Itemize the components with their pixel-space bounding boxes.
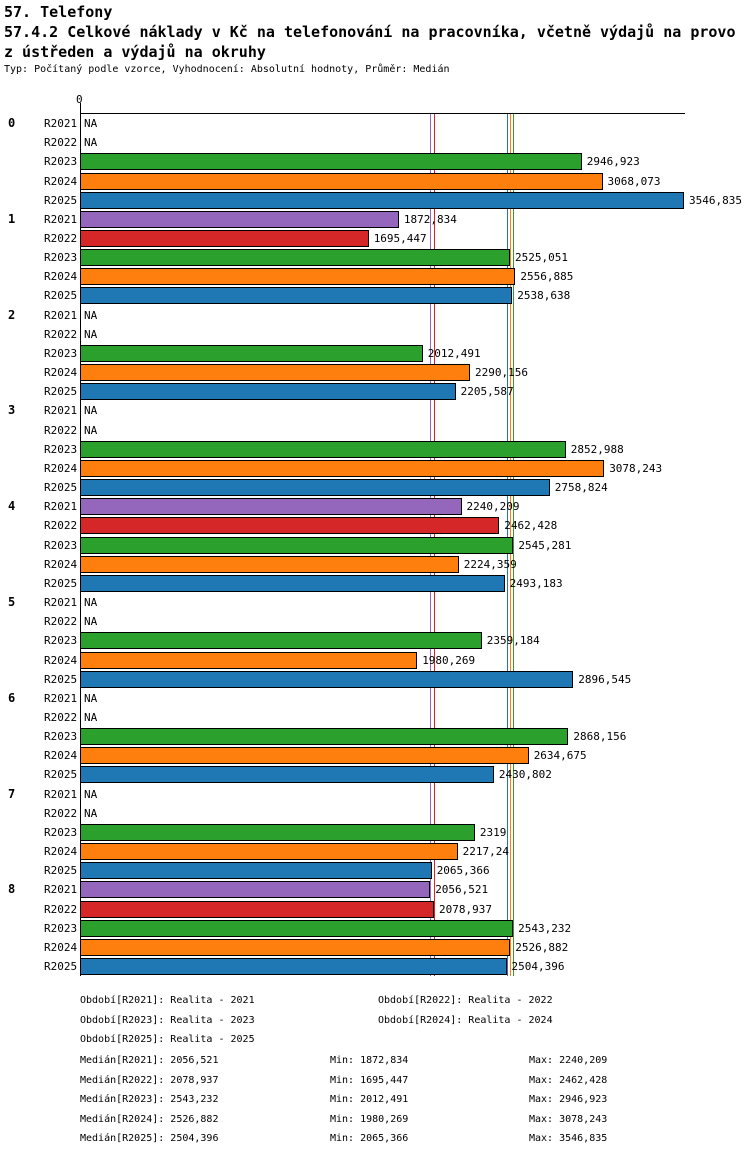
- stat-min: Min: 1695,447: [330, 1074, 409, 1086]
- bar-value-label: 2538,638: [517, 289, 571, 303]
- row-label-r2022-group-6: R2022: [44, 711, 78, 724]
- bar-r2024-group-7: [80, 843, 458, 860]
- na-label: NA: [84, 136, 98, 150]
- stat-max: Max: 3546,835: [529, 1133, 608, 1145]
- bar-r2024-group-1: [80, 268, 515, 285]
- legend-item: Období[R2025]: Realita - 2025: [80, 1034, 255, 1046]
- bar-value-label: 2012,491: [427, 346, 481, 360]
- na-label: NA: [84, 691, 98, 705]
- bar-value-label: 2224,359: [463, 557, 517, 571]
- bar-r2023-group-4: [80, 537, 513, 554]
- row-label-r2024-group-7: R2024: [44, 845, 78, 859]
- bar-r2025-group-4: [80, 575, 505, 592]
- row-label-r2022-group-1: R2022: [44, 232, 78, 245]
- stat-median: Medián[R2021]: 2056,521: [80, 1055, 219, 1066]
- row-label-r2023-group-4: R2023: [44, 538, 78, 552]
- bar-r2021-group-1: [80, 211, 399, 228]
- row-label-r2022-group-5: R2022: [44, 615, 78, 629]
- row-label-r2025-group-3: R2025: [44, 481, 78, 494]
- row-label-r2023-group-1: R2023: [44, 251, 78, 265]
- row-label-r2022-group-8: R2022: [44, 902, 78, 916]
- row-label-r2021-group-7: R2021: [44, 787, 78, 801]
- stat-max: Max: 2946,923: [529, 1094, 608, 1106]
- chart-title-line-1: 57. Telefony: [4, 3, 113, 21]
- bar-r2025-group-3: [80, 479, 550, 496]
- stat-min: Min: 2065,366: [330, 1133, 409, 1145]
- na-label: NA: [84, 711, 98, 724]
- bar-value-label: 2205,587: [460, 385, 514, 399]
- bar-value-label: 2462,428: [504, 519, 558, 533]
- row-label-r2024-group-6: R2024: [44, 749, 78, 763]
- bar-r2025-group-6: [80, 766, 494, 783]
- group-label-4: 4: [8, 499, 16, 514]
- bar-value-label: 2758,824: [554, 481, 608, 494]
- bar-r2024-group-8: [80, 939, 510, 956]
- row-label-r2023-group-6: R2023: [44, 730, 78, 744]
- bar-r2023-group-0: [80, 153, 582, 170]
- row-label-r2025-group-4: R2025: [44, 576, 78, 590]
- stat-median: Medián[R2025]: 2504,396: [80, 1133, 219, 1145]
- legend-item: Období[R2023]: Realita - 2023: [80, 1014, 255, 1026]
- stat-min: Min: 2012,491: [330, 1094, 409, 1106]
- row-label-r2025-group-8: R2025: [44, 960, 78, 973]
- x-axis-zero-label: 0: [76, 93, 83, 106]
- bar-r2022-group-4: [80, 517, 499, 534]
- na-label: NA: [84, 787, 98, 801]
- row-label-r2025-group-7: R2025: [44, 864, 78, 878]
- stat-max: Max: 3078,243: [529, 1113, 608, 1125]
- bar-value-label: 2556,885: [520, 270, 574, 284]
- bar-r2023-group-8: [80, 920, 513, 937]
- row-label-r2024-group-0: R2024: [44, 174, 78, 188]
- legend-item: Období[R2024]: Realita - 2024: [378, 1014, 553, 1026]
- bar-value-label: 2430,802: [498, 768, 552, 782]
- bar-r2021-group-8: [80, 881, 430, 898]
- bar-value-label: 3068,073: [607, 174, 661, 188]
- bar-value-label: 1980,269: [422, 653, 476, 667]
- bar-value-label: 1695,447: [373, 232, 427, 245]
- bar-r2023-group-5: [80, 632, 482, 649]
- bar-r2023-group-7: [80, 824, 475, 841]
- bar-r2024-group-4: [80, 556, 459, 573]
- bar-r2024-group-6: [80, 747, 529, 764]
- bar-r2022-group-1: [80, 230, 369, 247]
- bar-value-label: 2504,396: [511, 960, 565, 973]
- bar-r2021-group-4: [80, 498, 462, 515]
- chart-title-line-3: z ústředen a výdajů na okruhy: [4, 43, 266, 61]
- bar-value-label: 1872,834: [403, 212, 457, 226]
- row-label-r2024-group-3: R2024: [44, 461, 78, 475]
- bar-r2024-group-5: [80, 652, 417, 669]
- bar-value-label: 2526,882: [515, 940, 569, 954]
- chart-title-line-2: 57.4.2 Celkové náklady v Kč na telefonování na pracovníka, včetně výdajů na provo: [4, 23, 736, 41]
- row-label-r2025-group-2: R2025: [44, 385, 78, 399]
- row-label-r2021-group-0: R2021: [44, 117, 78, 130]
- bar-r2024-group-3: [80, 460, 604, 477]
- bar-value-label: 2290,156: [475, 366, 528, 380]
- bar-r2025-group-0: [80, 192, 684, 209]
- bar-value-label: 2056,521: [435, 883, 489, 897]
- bar-value-label: 2078,937: [439, 902, 492, 916]
- chart-title: [4, 2, 736, 62]
- x-axis-line: [80, 113, 685, 114]
- bar-value-label: 2852,988: [570, 442, 624, 456]
- na-label: NA: [84, 404, 98, 418]
- na-label: NA: [84, 596, 98, 609]
- row-label-r2021-group-1: R2021: [44, 212, 78, 226]
- group-label-5: 5: [8, 595, 16, 609]
- bar-value-label: 2868,156: [573, 730, 627, 744]
- bar-r2025-group-1: [80, 287, 512, 304]
- row-label-r2024-group-4: R2024: [44, 557, 78, 571]
- row-label-r2022-group-7: R2022: [44, 806, 78, 820]
- bar-value-label: 2896,545: [578, 672, 632, 686]
- bar-r2023-group-2: [80, 345, 423, 362]
- stat-median: Medián[R2022]: 2078,937: [80, 1074, 219, 1086]
- stat-max: Max: 2240,209: [529, 1055, 608, 1066]
- bar-r2023-group-6: [80, 728, 568, 745]
- na-label: NA: [84, 615, 98, 629]
- bar-value-label: 3546,835: [689, 193, 742, 207]
- group-label-7: 7: [8, 786, 16, 801]
- row-label-r2023-group-5: R2023: [44, 634, 78, 648]
- row-label-r2023-group-3: R2023: [44, 442, 78, 456]
- bar-r2025-group-8: [80, 958, 507, 975]
- bar-r2025-group-5: [80, 671, 573, 688]
- stat-max: Max: 2462,428: [529, 1074, 608, 1086]
- group-label-0: 0: [8, 116, 16, 130]
- row-label-r2023-group-2: R2023: [44, 346, 78, 360]
- stat-min: Min: 1872,834: [330, 1055, 409, 1066]
- bar-value-label: 2493,183: [509, 576, 563, 590]
- row-label-r2025-group-0: R2025: [44, 193, 78, 207]
- bar-value-label: 2240,209: [466, 500, 520, 514]
- group-label-6: 6: [8, 690, 16, 705]
- legend-item: Období[R2022]: Realita - 2022: [378, 995, 553, 1006]
- na-label: NA: [84, 117, 98, 130]
- row-label-r2021-group-5: R2021: [44, 596, 78, 609]
- row-label-r2022-group-2: R2022: [44, 327, 78, 341]
- row-label-r2021-group-4: R2021: [44, 500, 78, 514]
- row-label-r2023-group-7: R2023: [44, 825, 78, 839]
- bar-value-label: 2359,184: [486, 634, 540, 648]
- row-label-r2024-group-1: R2024: [44, 270, 78, 284]
- row-label-r2022-group-0: R2022: [44, 136, 78, 150]
- bar-r2022-group-8: [80, 901, 434, 918]
- bar-value-label: 2217,24: [462, 845, 509, 859]
- bar-value-label: 3078,243: [609, 461, 663, 475]
- bar-value-label: 2543,232: [518, 921, 572, 935]
- bar-r2025-group-2: [80, 383, 456, 400]
- row-label-r2021-group-2: R2021: [44, 308, 78, 322]
- stat-min: Min: 1980,269: [330, 1113, 409, 1125]
- bar-value-label: 2525,051: [515, 251, 568, 265]
- group-label-3: 3: [8, 403, 16, 418]
- stat-median: Medián[R2024]: 2526,882: [80, 1113, 219, 1125]
- bar-r2025-group-7: [80, 862, 432, 879]
- bar-r2024-group-0: [80, 173, 603, 190]
- bar-value-label: 2946,923: [586, 155, 640, 169]
- na-label: NA: [84, 806, 98, 820]
- bar-value-label: 2545,281: [518, 538, 572, 552]
- row-label-r2025-group-1: R2025: [44, 289, 78, 303]
- row-label-r2021-group-6: R2021: [44, 691, 78, 705]
- row-label-r2024-group-8: R2024: [44, 940, 78, 954]
- chart-subtitle: Typ: Počítaný podle vzorce, Vyhodnocení: Absolutní hodnoty, Průměr: Medián: [4, 64, 450, 75]
- bar-value-label: 2065,366: [436, 864, 490, 878]
- row-label-r2025-group-6: R2025: [44, 768, 78, 782]
- na-label: NA: [84, 327, 98, 341]
- row-label-r2022-group-3: R2022: [44, 423, 78, 437]
- row-label-r2023-group-8: R2023: [44, 921, 78, 935]
- bar-r2024-group-2: [80, 364, 470, 381]
- bar-value-label: 2634,675: [533, 749, 587, 763]
- na-label: NA: [84, 423, 98, 437]
- group-label-2: 2: [8, 307, 16, 322]
- row-label-r2024-group-5: R2024: [44, 653, 78, 667]
- row-label-r2023-group-0: R2023: [44, 155, 78, 169]
- legend-item: Období[R2021]: Realita - 2021: [80, 995, 255, 1006]
- row-label-r2024-group-2: R2024: [44, 366, 78, 380]
- stat-median: Medián[R2023]: 2543,232: [80, 1094, 219, 1106]
- group-label-8: 8: [8, 882, 16, 897]
- bar-r2023-group-3: [80, 441, 566, 458]
- row-label-r2021-group-3: R2021: [44, 404, 78, 418]
- row-label-r2022-group-4: R2022: [44, 519, 78, 533]
- bar-r2023-group-1: [80, 249, 510, 266]
- row-label-r2025-group-5: R2025: [44, 672, 78, 686]
- group-label-1: 1: [8, 211, 16, 226]
- na-label: NA: [84, 308, 98, 322]
- row-label-r2021-group-8: R2021: [44, 883, 78, 897]
- bar-value-label: 2319: [479, 825, 507, 839]
